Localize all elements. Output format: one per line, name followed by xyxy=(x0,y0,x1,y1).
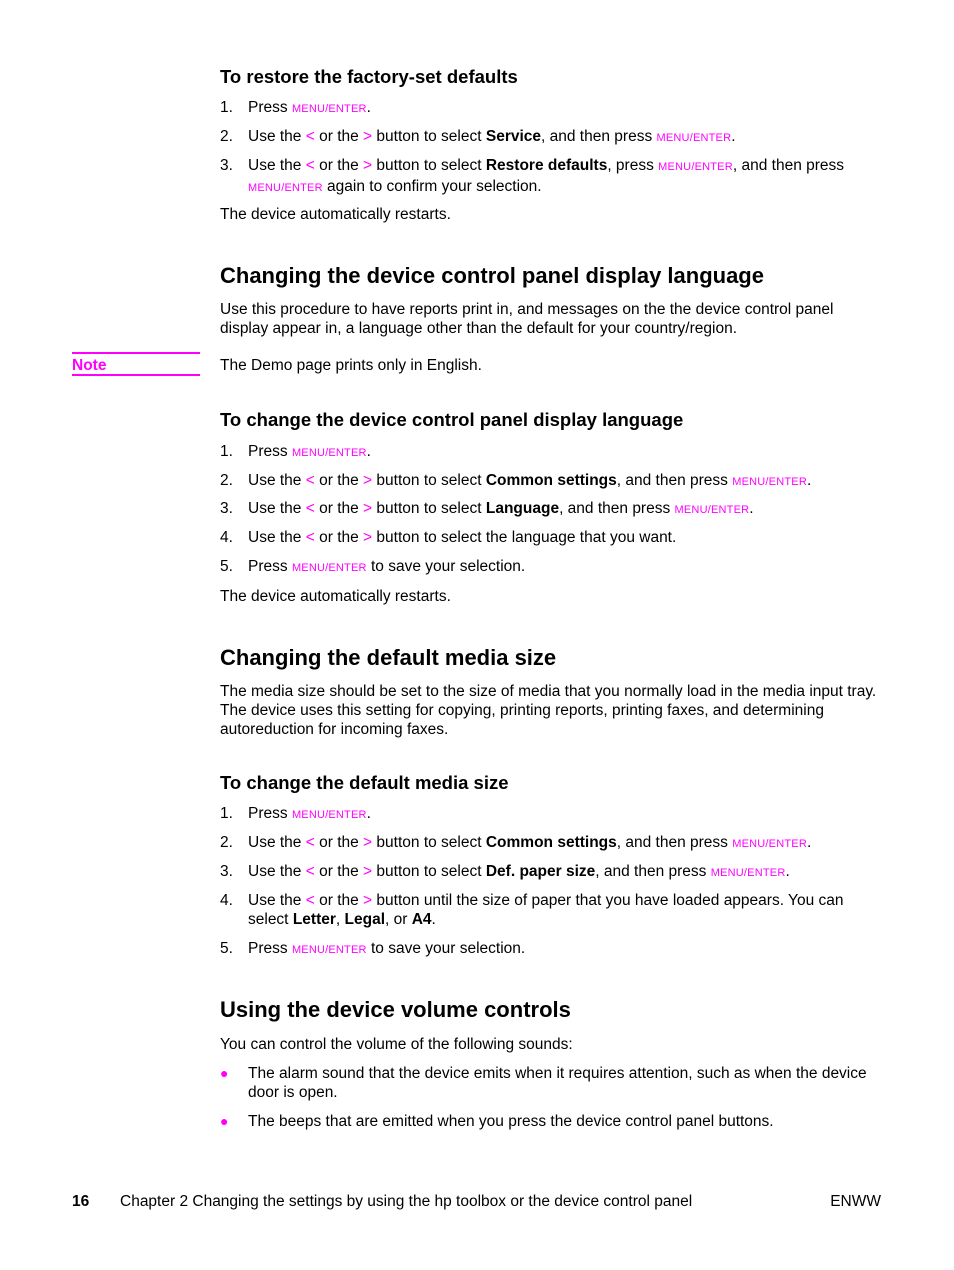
page-number: 16 xyxy=(72,1193,90,1210)
step-number: 2. xyxy=(220,128,233,145)
menu-enter-key: MENU/ENTER xyxy=(732,476,807,488)
setting-name: Restore defaults xyxy=(485,157,608,174)
step-number: 5. xyxy=(220,940,233,957)
paper-size-a4: A4 xyxy=(411,911,432,928)
note-label: Note xyxy=(72,352,200,376)
step-number: 4. xyxy=(220,892,233,909)
chapter-title: Chapter 2 Changing the settings by using the hp toolbox or the device control panel xyxy=(120,1193,693,1210)
step-number: 3. xyxy=(220,500,233,517)
media-size-intro: The media size should be set to the size of media that you normally load in the media input tray. The device uses this setting for copying, printing reports, printing faxes, and determining autoreduction for incoming faxes. xyxy=(220,683,877,738)
right-arrow-key: > xyxy=(363,892,373,909)
right-arrow-key: > xyxy=(363,834,373,851)
change-language-heading: To change the device control panel display language xyxy=(220,409,684,430)
restarts-text: The device automatically restarts. xyxy=(220,206,451,223)
menu-enter-key: MENU/ENTER xyxy=(291,562,367,574)
media-size-heading: Changing the default media size xyxy=(220,645,557,670)
left-arrow-key: < xyxy=(305,834,315,851)
volume-sounds-list: ● The alarm sound that the device emits when it requires attention, such as when the device door is open. ● The beeps that are emitted when you press the device control panel buttons. xyxy=(220,1065,867,1130)
left-arrow-key: < xyxy=(305,500,315,517)
bullet-icon: ● xyxy=(220,1065,229,1081)
step-number: 1. xyxy=(220,99,233,116)
restarts-text: The device automatically restarts. xyxy=(220,588,451,605)
step-number: 1. xyxy=(220,805,233,822)
menu-enter-key: MENU/ENTER xyxy=(291,103,367,115)
change-media-size-steps: 1. Press MENU/ENTER. 2. Use the < or the > button to select Common settings, and then press MENU/ENTER. 3. Use the < or the > button to select Def. paper size, and then press MENU/ENTER. 4. Use the < or the > button until the size of paper that you have loaded appears. You can select Letter, Legal, or A4. 5. Press MENU/ENTER to save your selection. xyxy=(220,805,844,957)
left-arrow-key: < xyxy=(305,472,315,489)
right-arrow-key: > xyxy=(363,157,373,174)
restore-defaults-heading: To restore the factory-set defaults xyxy=(220,66,518,87)
step-number: 4. xyxy=(220,529,233,546)
step-number: 2. xyxy=(220,834,233,851)
menu-enter-key: MENU/ENTER xyxy=(248,182,323,194)
menu-enter-key: MENU/ENTER xyxy=(710,867,786,879)
step-number: 1. xyxy=(220,443,233,460)
right-arrow-key: > xyxy=(363,863,373,880)
menu-enter-key: MENU/ENTER xyxy=(291,447,367,459)
volume-controls-intro: You can control the volume of the following sounds: xyxy=(220,1036,573,1053)
menu-enter-key: MENU/ENTER xyxy=(291,944,367,956)
menu-enter-key: MENU/ENTER xyxy=(291,809,367,821)
left-arrow-key: < xyxy=(305,157,315,174)
step-number: 3. xyxy=(220,157,233,174)
menu-enter-key: MENU/ENTER xyxy=(656,132,732,144)
change-language-steps: 1. Press MENU/ENTER. 2. Use the < or the > button to select Common settings, and then press MENU/ENTER. 3. Use the < or the > button to select Language, and then press MENU/ENTER. 4. Use the < or the > button to select the language that you want. 5. Press MENU/ENTER to save your selection. xyxy=(220,443,812,575)
step-number: 2. xyxy=(220,472,233,489)
step-number: 3. xyxy=(220,863,233,880)
right-arrow-key: > xyxy=(363,500,373,517)
right-arrow-key: > xyxy=(363,128,373,145)
display-language-heading: Changing the device control panel display language xyxy=(220,263,764,288)
right-arrow-key: > xyxy=(363,529,373,546)
menu-enter-key: MENU/ENTER xyxy=(674,504,750,516)
setting-name: Def. paper size xyxy=(485,863,596,880)
left-arrow-key: < xyxy=(305,892,315,909)
right-arrow-key: > xyxy=(363,472,373,489)
note-text: The Demo page prints only in English. xyxy=(220,357,482,374)
menu-enter-key: MENU/ENTER xyxy=(658,161,733,173)
left-arrow-key: < xyxy=(305,128,315,145)
setting-name: Service xyxy=(485,128,542,145)
bullet-icon: ● xyxy=(220,1113,229,1129)
left-arrow-key: < xyxy=(305,529,315,546)
paper-size-letter: Letter xyxy=(292,911,336,928)
step-number: 5. xyxy=(220,558,233,575)
setting-name: Language xyxy=(485,500,560,517)
display-language-intro: Use this procedure to have reports print in, and messages on the the device control panel display appear in, a language other than the default for your country/region. xyxy=(220,301,834,337)
menu-enter-key: MENU/ENTER xyxy=(732,838,807,850)
setting-name: Common settings xyxy=(485,472,617,489)
restore-defaults-steps: 1. Press MENU/ENTER. 2. Use the < or the > button to select Service, and then press MENU/ENTER. 3. Use the < or the > button to select Restore defaults, press MENU/ENTER, and then press MENU/ENTER again to confirm your selection. xyxy=(220,99,845,195)
paper-size-legal: Legal xyxy=(344,911,385,928)
setting-name: Common settings xyxy=(485,834,617,851)
change-media-size-heading: To change the default media size xyxy=(220,772,509,793)
footer-code: ENWW xyxy=(830,1193,881,1210)
volume-controls-heading: Using the device volume controls xyxy=(220,997,571,1022)
left-arrow-key: < xyxy=(305,863,315,880)
